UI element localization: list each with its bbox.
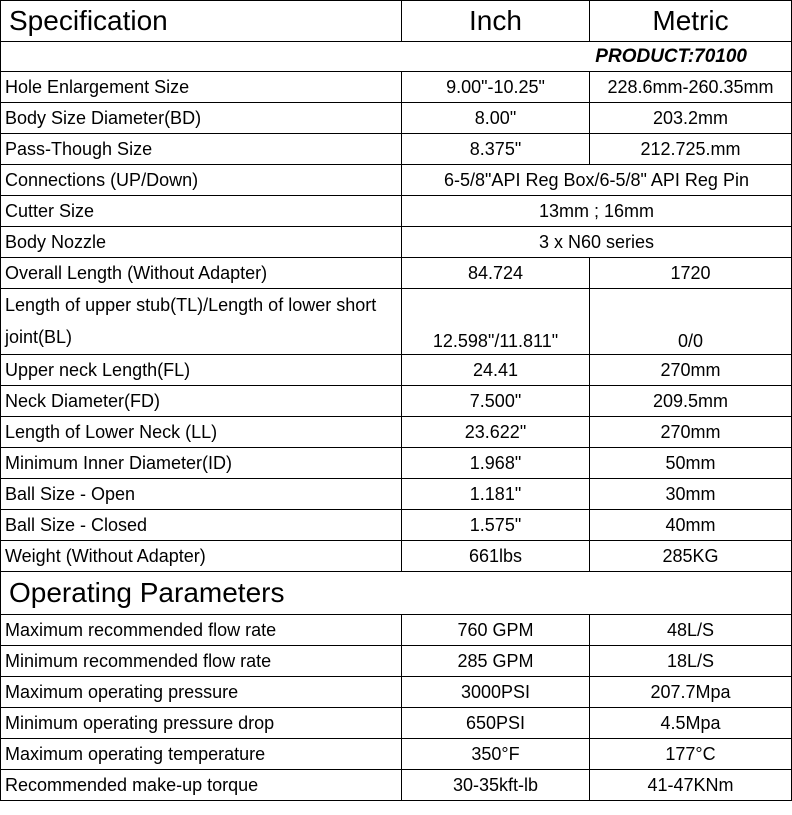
inch-value: 285 GPM (402, 646, 590, 677)
metric-value: 207.7Mpa (590, 677, 792, 708)
row-label: Weight (Without Adapter) (1, 541, 402, 572)
metric-value: 209.5mm (590, 386, 792, 417)
inch-value: 3000PSI (402, 677, 590, 708)
row-label: Minimum operating pressure drop (1, 708, 402, 739)
table-row (1, 227, 792, 258)
table-row (1, 417, 792, 448)
operating-parameters-heading: Operating Parameters (1, 572, 792, 615)
table-row (1, 510, 792, 541)
table-header-row (1, 1, 792, 42)
table-row (1, 386, 792, 417)
table-row (1, 196, 792, 227)
metric-value: 18L/S (590, 646, 792, 677)
table-row (1, 355, 792, 386)
row-label: Maximum operating temperature (1, 739, 402, 770)
inch-value: 760 GPM (402, 615, 590, 646)
row-label: Neck Diameter(FD) (1, 386, 402, 417)
row-label: Maximum recommended flow rate (1, 615, 402, 646)
row-label: Length of upper stub(TL)/Length of lower short joint(BL) (1, 289, 402, 355)
metric-value: 1720 (590, 258, 792, 289)
row-label: Minimum Inner Diameter(ID) (1, 448, 402, 479)
metric-value: 203.2mm (590, 103, 792, 134)
metric-value: 0/0 (590, 289, 792, 355)
specification-heading: Specification (1, 1, 402, 42)
table-row (1, 646, 792, 677)
combined-value: 13mm ; 16mm (402, 196, 792, 227)
inch-value: 1.181" (402, 479, 590, 510)
inch-value: 23.622" (402, 417, 590, 448)
inch-value: 661lbs (402, 541, 590, 572)
row-label: Body Nozzle (1, 227, 402, 258)
inch-value: 8.00" (402, 103, 590, 134)
table-row (1, 677, 792, 708)
metric-value: 212.725.mm (590, 134, 792, 165)
combined-value: 3 x N60 series (402, 227, 792, 258)
metric-value: 270mm (590, 417, 792, 448)
table-row (1, 72, 792, 103)
metric-value: 285KG (590, 541, 792, 572)
operating-parameters-header-row (1, 572, 792, 615)
row-label: Upper neck Length(FL) (1, 355, 402, 386)
row-label: Hole Enlargement Size (1, 72, 402, 103)
metric-value: 4.5Mpa (590, 708, 792, 739)
table-row (1, 289, 792, 355)
table-row (1, 541, 792, 572)
table-row (1, 479, 792, 510)
metric-value: 41-47KNm (590, 770, 792, 801)
metric-value: 270mm (590, 355, 792, 386)
metric-value: 40mm (590, 510, 792, 541)
inch-value: 9.00"-10.25" (402, 72, 590, 103)
inch-value: 1.575" (402, 510, 590, 541)
table-row (1, 448, 792, 479)
metric-heading: Metric (590, 1, 792, 42)
row-label: Overall Length (Without Adapter) (1, 258, 402, 289)
inch-value: 24.41 (402, 355, 590, 386)
row-label: Connections (UP/Down) (1, 165, 402, 196)
inch-value: 7.500" (402, 386, 590, 417)
inch-value: 30-35kft-lb (402, 770, 590, 801)
row-label: Minimum recommended flow rate (1, 646, 402, 677)
row-label: Length of Lower Neck (LL) (1, 417, 402, 448)
product-row (1, 42, 792, 72)
table-row (1, 770, 792, 801)
table-row (1, 615, 792, 646)
table-row (1, 103, 792, 134)
table-row (1, 739, 792, 770)
metric-value: 30mm (590, 479, 792, 510)
inch-value: 8.375" (402, 134, 590, 165)
row-label: Ball Size - Open (1, 479, 402, 510)
inch-value: 350°F (402, 739, 590, 770)
row-label: Cutter Size (1, 196, 402, 227)
row-label: Body Size Diameter(BD) (1, 103, 402, 134)
combined-value: 6-5/8"API Reg Box/6-5/8" API Reg Pin (402, 165, 792, 196)
row-label: Ball Size - Closed (1, 510, 402, 541)
table-row (1, 708, 792, 739)
row-label: Pass-Though Size (1, 134, 402, 165)
product-code: PRODUCT:70100 (1, 42, 792, 72)
inch-value: 1.968" (402, 448, 590, 479)
inch-value: 84.724 (402, 258, 590, 289)
metric-value: 50mm (590, 448, 792, 479)
table-row (1, 165, 792, 196)
inch-value: 12.598"/11.811" (402, 289, 590, 355)
metric-value: 177°C (590, 739, 792, 770)
metric-value: 48L/S (590, 615, 792, 646)
table-row (1, 258, 792, 289)
row-label: Maximum operating pressure (1, 677, 402, 708)
row-label: Recommended make-up torque (1, 770, 402, 801)
table-row (1, 134, 792, 165)
inch-value: 650PSI (402, 708, 590, 739)
metric-value: 228.6mm-260.35mm (590, 72, 792, 103)
inch-heading: Inch (402, 1, 590, 42)
